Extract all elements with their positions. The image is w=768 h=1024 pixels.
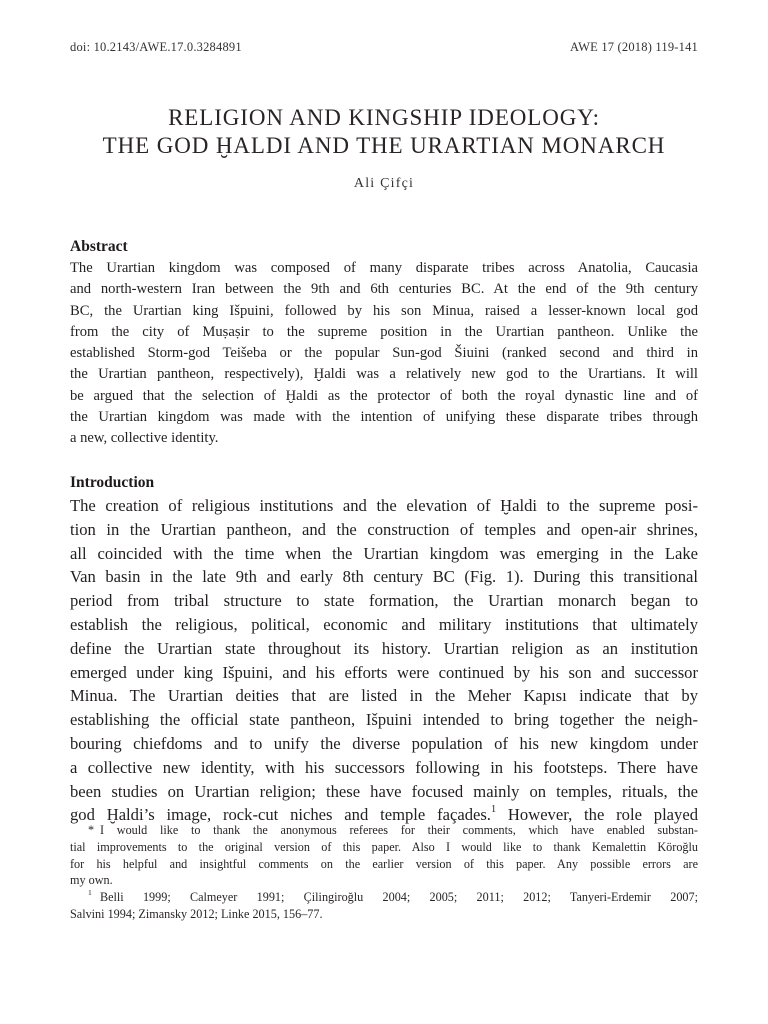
introduction-line-text: god Ḫaldi’s image, rock-cut niches and temple façades. <box>70 805 491 825</box>
footnotes <box>70 822 698 923</box>
introduction-line: all coincided with the time when the Urartian kingdom was emerging in the Lake <box>70 543 698 563</box>
title-line-1: RELIGION AND KINGSHIP IDEOLOGY: <box>168 105 600 130</box>
footnote-star <box>70 822 698 889</box>
footnote-text: I would like to thank the anonymous referees for their comments, which have enabled substan- <box>100 823 698 837</box>
introduction-line: been studies on Urartian religion; these have focused mainly on temples, rituals, the <box>70 781 698 801</box>
abstract-heading: Abstract <box>70 238 128 255</box>
article-title <box>40 104 728 160</box>
introduction-line: tion in the Urartian pantheon, and the construction of temples and open-air shrines, <box>70 519 698 539</box>
abstract-text <box>70 258 698 450</box>
footnote-text: my own. <box>70 873 113 888</box>
abstract-line: The Urartian kingdom was composed of many disparate tribes across Anatolia, Caucasia <box>70 260 698 276</box>
abstract-line: BC, the Urartian king Išpuini, followed by his son Minua, raised a lesser-known local god <box>70 302 698 319</box>
doi-reference: doi: 10.2143/AWE.17.0.3284891 <box>70 40 242 54</box>
abstract-line: from the city of Muṣaṣir to the supreme position in the Urartian pantheon. Unlike the <box>70 323 698 340</box>
running-head <box>70 40 698 55</box>
introduction-text <box>70 494 698 827</box>
footnote-star-line-1 <box>70 822 698 839</box>
introduction-line: establishing the official state pantheon, Išpuini intended to bring together the neigh- <box>70 710 698 730</box>
footnote-text: Belli 1999; Calmeyer 1991; Çilingiroğlu 2004; 2005; 2011; 2012; Tanyeri-Erdemir 2007; <box>100 890 698 905</box>
abstract-line: established Storm-god Teišeba or the popular Sun-god Šiuini (ranked second and third in <box>70 345 698 362</box>
footnote-1-line-1: $^1$ Belli 1999; Calmeyer 1991; Çilingiroğlu 2004; 2005; 2011; 2012; Tanyeri-Erdemir 2007; <box>88 888 698 905</box>
footnote-text: Salvini 1994; Zimansky 2012; Linke 2015, 156–77. <box>70 906 323 921</box>
abstract-line: the Urartian pantheon, respectively), Ḫaldi was a relatively new god to the Urartians. It will <box>70 366 698 383</box>
introduction-line: Van basin in the late 9th and early 8th century BC (Fig. 1). During this transitional <box>70 567 698 587</box>
footnote-star-mark: * <box>88 823 95 837</box>
introduction-line: bouring chiefdoms and to unify the diverse population of his new kingdom under <box>70 733 698 753</box>
abstract-line: be argued that the selection of Ḫaldi as the protector of both the royal dynastic line and of <box>70 387 698 404</box>
introduction-line-tail: However, the role played <box>496 805 699 825</box>
author-name: Ali Çifçi <box>353 176 415 191</box>
introduction-line: a collective new identity, with his successors following in his footsteps. There have <box>70 757 698 777</box>
introduction-line: emerged under king Išpuini, and his efforts were continued by his son and successor <box>70 662 698 682</box>
footnote-1 <box>70 889 698 923</box>
introduction-line: establish the religious, political, economic and military institutions that ultimately <box>70 614 698 634</box>
footnote-text: tial improvements to the original version of this paper. Also I would like to thank Kemalettin Köroğlu <box>70 839 698 854</box>
introduction-line: The creation of religious institutions and the elevation of Ḫaldi to the supreme posi- <box>70 496 698 515</box>
abstract-line: the Urartian kingdom was made with the intention of unifying these disparate tribes through <box>70 409 698 426</box>
abstract-line: a new, collective identity. <box>70 430 219 447</box>
footnote-reference-1[interactable]: 1 <box>490 804 497 816</box>
journal-citation: AWE 17 (2018) 119-141 <box>569 40 698 54</box>
footnote-text: for his helpful and insightful comments on the earlier version of this paper. Any possible errors are <box>70 856 698 871</box>
introduction-line: Minua. The Urartian deities that are listed in the Meher Kapısı indicate that by <box>70 686 698 706</box>
abstract-line: and north-western Iran between the 9th and 6th centuries BC. At the end of the 9th century <box>70 281 698 298</box>
introduction-line: define the Urartian state throughout its history. Urartian religion as an institution <box>70 638 698 658</box>
introduction-heading: Introduction <box>70 474 155 491</box>
introduction-line: period from tribal structure to state formation, the Urartian monarch began to <box>70 591 698 611</box>
title-line-2: THE GOD ḪALDI AND THE URARTIAN MONARCH <box>102 133 666 158</box>
